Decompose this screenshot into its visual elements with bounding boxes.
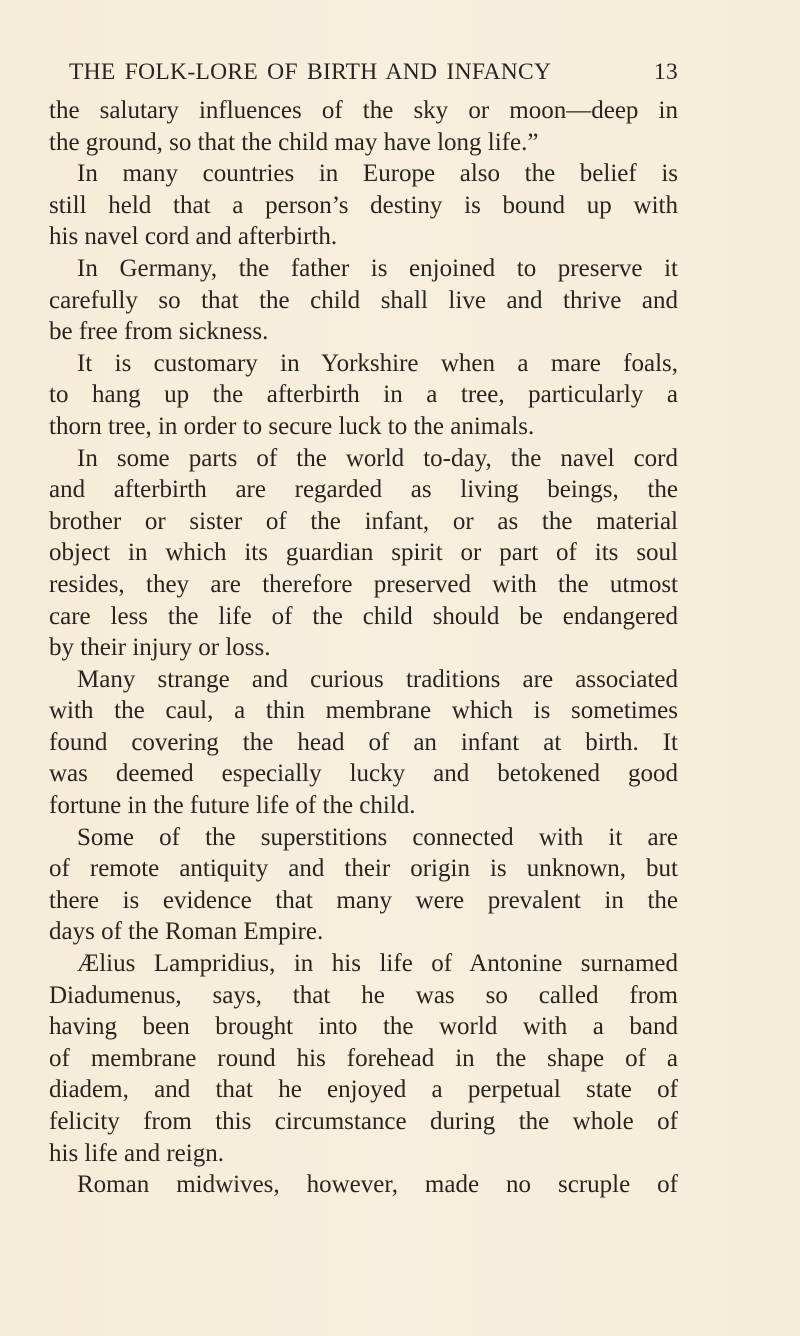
text-line: of membrane round his forehead in the shape of a — [49, 1044, 678, 1072]
text-line: Diadumenus, says, that he was so called from — [49, 981, 678, 1009]
text-line: Many strange and curious traditions are associated — [77, 665, 678, 693]
text-line: the ground, so that the child may have long life.” — [49, 128, 539, 156]
body-text — [49, 95, 678, 1201]
running-head — [49, 59, 678, 91]
text-line: diadem, and that he enjoyed a perpetual state of — [49, 1076, 678, 1104]
text-line: his navel cord and afterbirth. — [49, 223, 338, 251]
text-line: brother or sister of the infant, or as the material — [49, 507, 678, 535]
text-line: In some parts of the world to-day, the navel cord — [77, 444, 678, 472]
text-line: fortune in the future life of the child. — [49, 792, 416, 820]
text-line: care less the life of the child should be endangered — [49, 602, 678, 630]
text-line: his life and reign. — [49, 1139, 224, 1167]
text-line: object in which its guardian spirit or part of its soul — [49, 539, 678, 567]
text-line: of remote antiquity and their origin is unknown, but — [49, 855, 678, 883]
text-line: In many countries in Europe also the belief is — [77, 160, 678, 188]
text-line: found covering the head of an infant at birth. It — [49, 728, 678, 756]
text-line: It is customary in Yorkshire when a mare foals, — [77, 349, 678, 377]
text-line: felicity from this circumstance during the whole of — [49, 1108, 678, 1135]
page-number: 13 — [653, 59, 678, 85]
text-line: having been brought into the world with a band — [49, 1013, 678, 1041]
text-line: Roman midwives, however, made no scruple of — [77, 1171, 678, 1199]
text-line: there is evidence that many were prevalent in the — [49, 886, 678, 914]
text-line: to hang up the afterbirth in a tree, particularly a — [49, 381, 678, 409]
text-line: Ælius Lampridius, in his life of Antonine surnamed — [77, 950, 678, 978]
text-line: with the caul, a thin membrane which is sometimes — [49, 697, 678, 725]
running-title: THE FOLK-LORE OF BIRTH AND INFANCY — [69, 59, 552, 85]
text-line: the salutary influences of the sky or moon—deep in — [49, 97, 678, 124]
text-line: by their injury or loss. — [49, 634, 271, 662]
text-line: days of the Roman Empire. — [49, 918, 324, 946]
text-line: In Germany, the father is enjoined to preserve it — [77, 254, 678, 282]
text-line: was deemed especially lucky and betokened good — [49, 760, 678, 788]
text-line: Some of the superstitions connected with it are — [77, 823, 678, 851]
text-line: carefully so that the child shall live and thrive and — [49, 286, 678, 314]
text-line: resides, they are therefore preserved with the utmost — [49, 570, 678, 598]
text-line: thorn tree, in order to secure luck to the animals. — [49, 412, 535, 440]
text-line: and afterbirth are regarded as living beings, the — [49, 476, 678, 504]
text-line: be free from sickness. — [49, 318, 269, 346]
text-line: still held that a person’s destiny is bound up with — [49, 191, 678, 219]
